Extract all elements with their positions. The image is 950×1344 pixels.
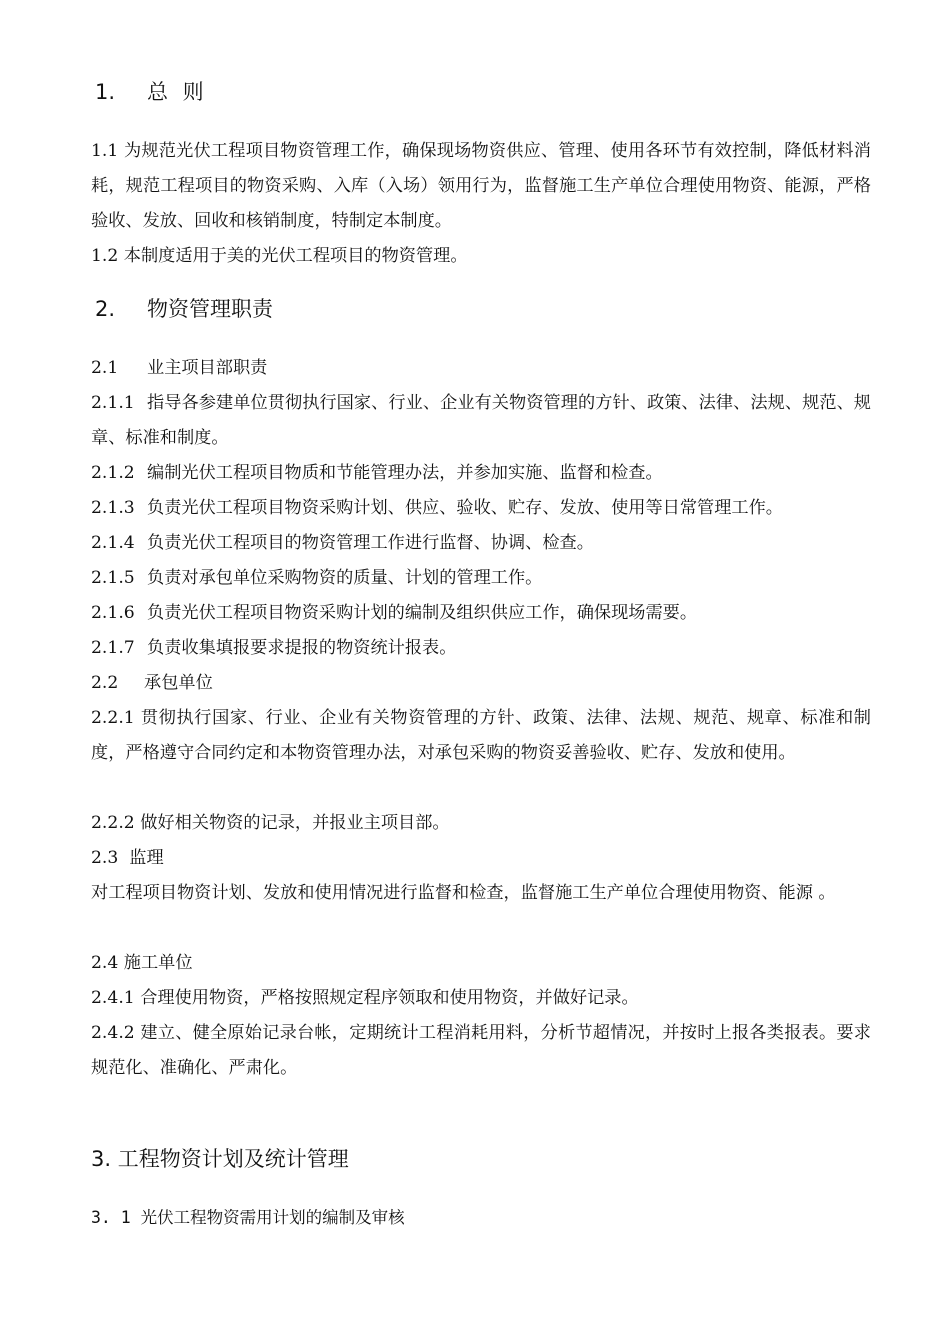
clause-text: 指导各参建单位贯彻执行国家、行业、企业有关物资管理的方针、政策、法律、法规、规范、规章、标准和制度。 (91, 393, 871, 448)
section-2-heading (95, 295, 273, 323)
clause-number: 2.1.3 (91, 498, 135, 518)
paragraph-2-2-2: 2.2.2 做好相关物资的记录，并报业主项目部。 (91, 813, 450, 833)
section-title: 总 则 (147, 80, 208, 104)
section-3-heading: 3. 工程物资计划及统计管理 (91, 1147, 349, 1171)
section-number: 2. (95, 297, 116, 321)
clause-number: 2.1 (91, 358, 119, 378)
clause-number: 2.1.2 (91, 463, 135, 483)
paragraph-2-1-4 (91, 526, 871, 561)
paragraph-2-4: 2.4 施工单位 (91, 953, 193, 973)
paragraph-2-1 (91, 351, 871, 386)
clause-number: 2.2 (91, 673, 119, 693)
section-number: 1. (95, 80, 116, 104)
clause-number: 2.1.6 (91, 603, 135, 623)
paragraph-2-1-7 (91, 631, 871, 666)
clause-number: 2.1.5 (91, 568, 135, 588)
paragraph-2-3-text: 对工程项目物资计划、发放和使用情况进行监督和检查，监督施工生产单位合理使用物资、能源 。 (91, 883, 836, 903)
paragraph-2-1-2 (91, 456, 871, 491)
paragraph-2-4-1: 2.4.1 合理使用物资，严格按照规定程序领取和使用物资，并做好记录。 (91, 988, 639, 1008)
clause-text: 业主项目部职责 (147, 358, 268, 378)
clause-text: 负责光伏工程项目物资采购计划的编制及组织供应工作，确保现场需要。 (147, 603, 698, 623)
paragraph-2-3: 2.3 监理 (91, 848, 164, 868)
clause-text: 负责光伏工程项目物资采购计划、供应、验收、贮存、发放、使用等日常管理工作。 (147, 498, 783, 518)
paragraph-1-2: 1.2 本制度适用于美的光伏工程项目的物资管理。 (91, 246, 468, 266)
section-title: 物资管理职责 (147, 297, 273, 321)
paragraph-2-1-6 (91, 596, 871, 631)
clause-number: 2.1.7 (91, 638, 135, 658)
clause-number: 2.1.1 (91, 393, 135, 413)
clause-text: 负责收集填报要求提报的物资统计报表。 (147, 638, 457, 658)
clause-text: 承包单位 (144, 673, 213, 693)
paragraph-2-1-5 (91, 561, 871, 596)
clause-number: 2.1.4 (91, 533, 135, 553)
paragraph-2-4-2: 2.4.2 建立、健全原始记录台帐，定期统计工程消耗用料，分析节超情况，并按时上报各类报表。要求规范化、准确化、严肃化。 (91, 1023, 871, 1078)
paragraph-3-1: 3. 1 光伏工程物资需用计划的编制及审核 (91, 1208, 405, 1227)
paragraph-2-1-1 (91, 386, 871, 456)
clause-text: 负责光伏工程项目的物资管理工作进行监督、协调、检查。 (147, 533, 594, 553)
paragraph-2-2-1: 2.2.1 贯彻执行国家、行业、企业有关物资管理的方针、政策、法律、法规、规范、规章、标准和制度，严格遵守合同约定和本物资管理办法，对承包采购的物资妥善验收、贮存、发放和使用。 (91, 708, 871, 763)
section-1-heading (95, 78, 208, 106)
paragraph-2-1-3 (91, 491, 871, 526)
paragraph-2-2 (91, 666, 871, 701)
paragraph-1-1: 1.1 为规范光伏工程项目物资管理工作，确保现场物资供应、管理、使用各环节有效控制，降低材料消耗，规范工程项目的物资采购、入库（入场）领用行为，监督施工生产单位合理使用物资、能源，严格验收、发放、回收和核销制度，特制定本制度。 (91, 141, 871, 231)
clause-text: 编制光伏工程项目物质和节能管理办法，并参加实施、监督和检查。 (147, 463, 663, 483)
clause-text: 负责对承包单位采购物资的质量、计划的管理工作。 (147, 568, 543, 588)
